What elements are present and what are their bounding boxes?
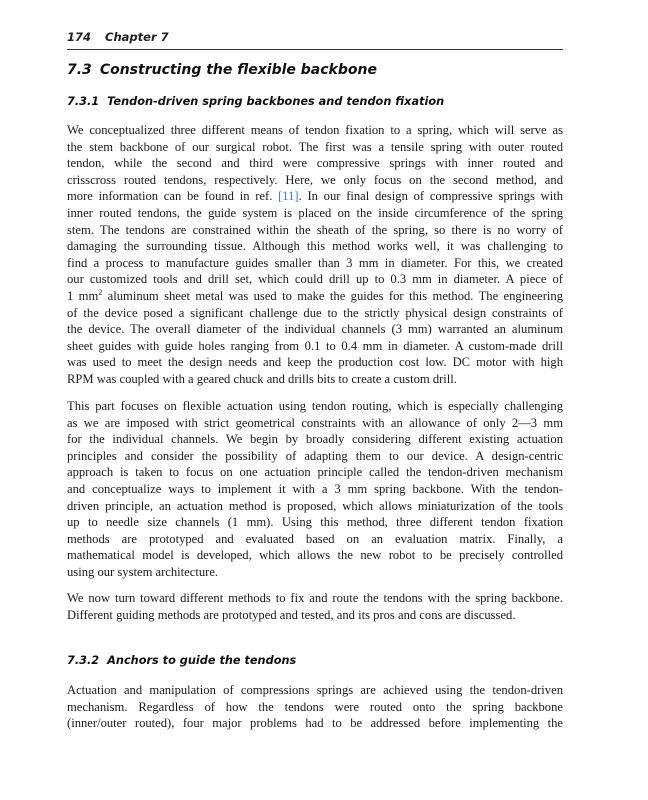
section-heading (67, 62, 377, 78)
text-line: Different guiding methods are prototyped and tested, and its pros and cons are discussed. (67, 607, 516, 622)
text-line: was used to meet the design needs and keep the production cost low. DC motor with high (67, 355, 563, 370)
subsection-2-number: 7.3.2 (67, 654, 100, 667)
text-line: RPM was coupled with a geared chuck and drills bits to create a custom drill. (67, 371, 457, 386)
text-line: the device. The overall diameter of the individual channels (3 mm) warranted an aluminum (67, 322, 563, 337)
text-line: tendon, while the second and third were compressive springs with inner routed and (67, 156, 563, 171)
text-line: and conceptualize ways to implement it with a 3 mm spring backbone. With the tendon- (67, 481, 563, 496)
text-line: (inner/outer routed), four major problems had to be addressed before implementing the (67, 716, 563, 731)
text-line (67, 188, 563, 205)
text-line: damaging the surrounding tissue. Although this method works well, it was challenging to (67, 239, 563, 254)
text-line: crisscross routed tendons, respectively. Here, we only focus on the second method, and (67, 172, 563, 187)
text-line: We conceptualized three different means of tendon fixation to a spring, which will serve as (67, 123, 563, 137)
reference-link[interactable]: [11] (278, 189, 299, 204)
text-line: for the individual channels. We begin by broadly considering different existing actuation (67, 432, 563, 447)
text-line: driven principle, an actuation method is proposed, which allows miniaturization of the tools (67, 498, 563, 513)
text-line: approach is taken to focus on one actuation principle called the tendon-driven mechanism (67, 465, 563, 480)
superscript: 2 (98, 287, 103, 297)
text-line: using our system architecture. (67, 564, 219, 579)
subsection-heading-2 (67, 654, 296, 667)
text-line: the stem backbone of our surgical robot. The first was a tensile spring with outer routed (67, 139, 563, 154)
paragraph-1 (67, 122, 563, 388)
text-line: up to needle size channels (1 mm). Using this method, three different tendon fixation (67, 515, 563, 530)
text-line: stem. The tendons are constrained within the sheath of the spring, so there is no worry of (67, 222, 563, 237)
chapter-label: Chapter 7 (105, 30, 169, 44)
running-header (67, 30, 563, 50)
paragraph-3 (67, 590, 563, 623)
text-fragment: more information can be found in ref. (67, 189, 279, 204)
text-line: Actuation and manipulation of compressions springs are achieved using the tendon-driven (67, 683, 563, 697)
subsection-1-number: 7.3.1 (67, 95, 100, 108)
text-line: This part focuses on flexible actuation using tendon routing, which is especially challenging (67, 399, 563, 413)
text-line: inner routed tendons, the guide system is placed on the inside circumference of the spring (67, 205, 563, 220)
subsection-2-title: Anchors to guide the tendons (107, 654, 297, 667)
text-line: our customized tools and drill set, which could drill up to 0.3 mm in diameter. A piece of (67, 272, 563, 287)
text-line: as we are imposed with strict geometrical constraints with an allowance of only 2—3 mm (67, 415, 563, 430)
paragraph-2 (67, 398, 563, 581)
text-fragment: aluminum sheet metal was used to make the guides for this method. The engineering (102, 288, 563, 303)
section-title: Constructing the flexible backbone (99, 62, 377, 78)
text-line: of the device posed a significant challenge due to the strictly physical design constraints of (67, 305, 563, 320)
paragraph-4 (67, 682, 563, 732)
subsection-heading-1 (67, 95, 444, 108)
text-line: mechanism. Regardless of how the tendons were routed onto the spring backbone (67, 699, 563, 714)
page-number: 174 (67, 30, 92, 44)
text-line (67, 288, 563, 305)
text-line: methods are prototyped and evaluated based on an evaluation matrix. Finally, a (67, 531, 563, 546)
subsection-1-title: Tendon-driven spring backbones and tendon fixation (107, 95, 445, 108)
section-number: 7.3 (67, 62, 92, 78)
text-line: principles and consider the possibility of adapting them to our device. A design-centric (67, 448, 563, 463)
text-fragment: . In our final design of compressive springs with (298, 189, 563, 204)
text-fragment: 1 mm (67, 288, 99, 303)
text-line: sheet guides with guide holes ranging from 0.1 to 0.4 mm in diameter. A custom-made drill (67, 338, 563, 353)
text-line: mathematical model is developed, which allows the new robot to be precisely controlled (67, 548, 563, 563)
text-line: find a process to manufacture guides smaller than 3 mm in diameter. For this, we created (67, 255, 563, 270)
text-line: We now turn toward different methods to fix and route the tendons with the spring backbone. (67, 591, 563, 605)
